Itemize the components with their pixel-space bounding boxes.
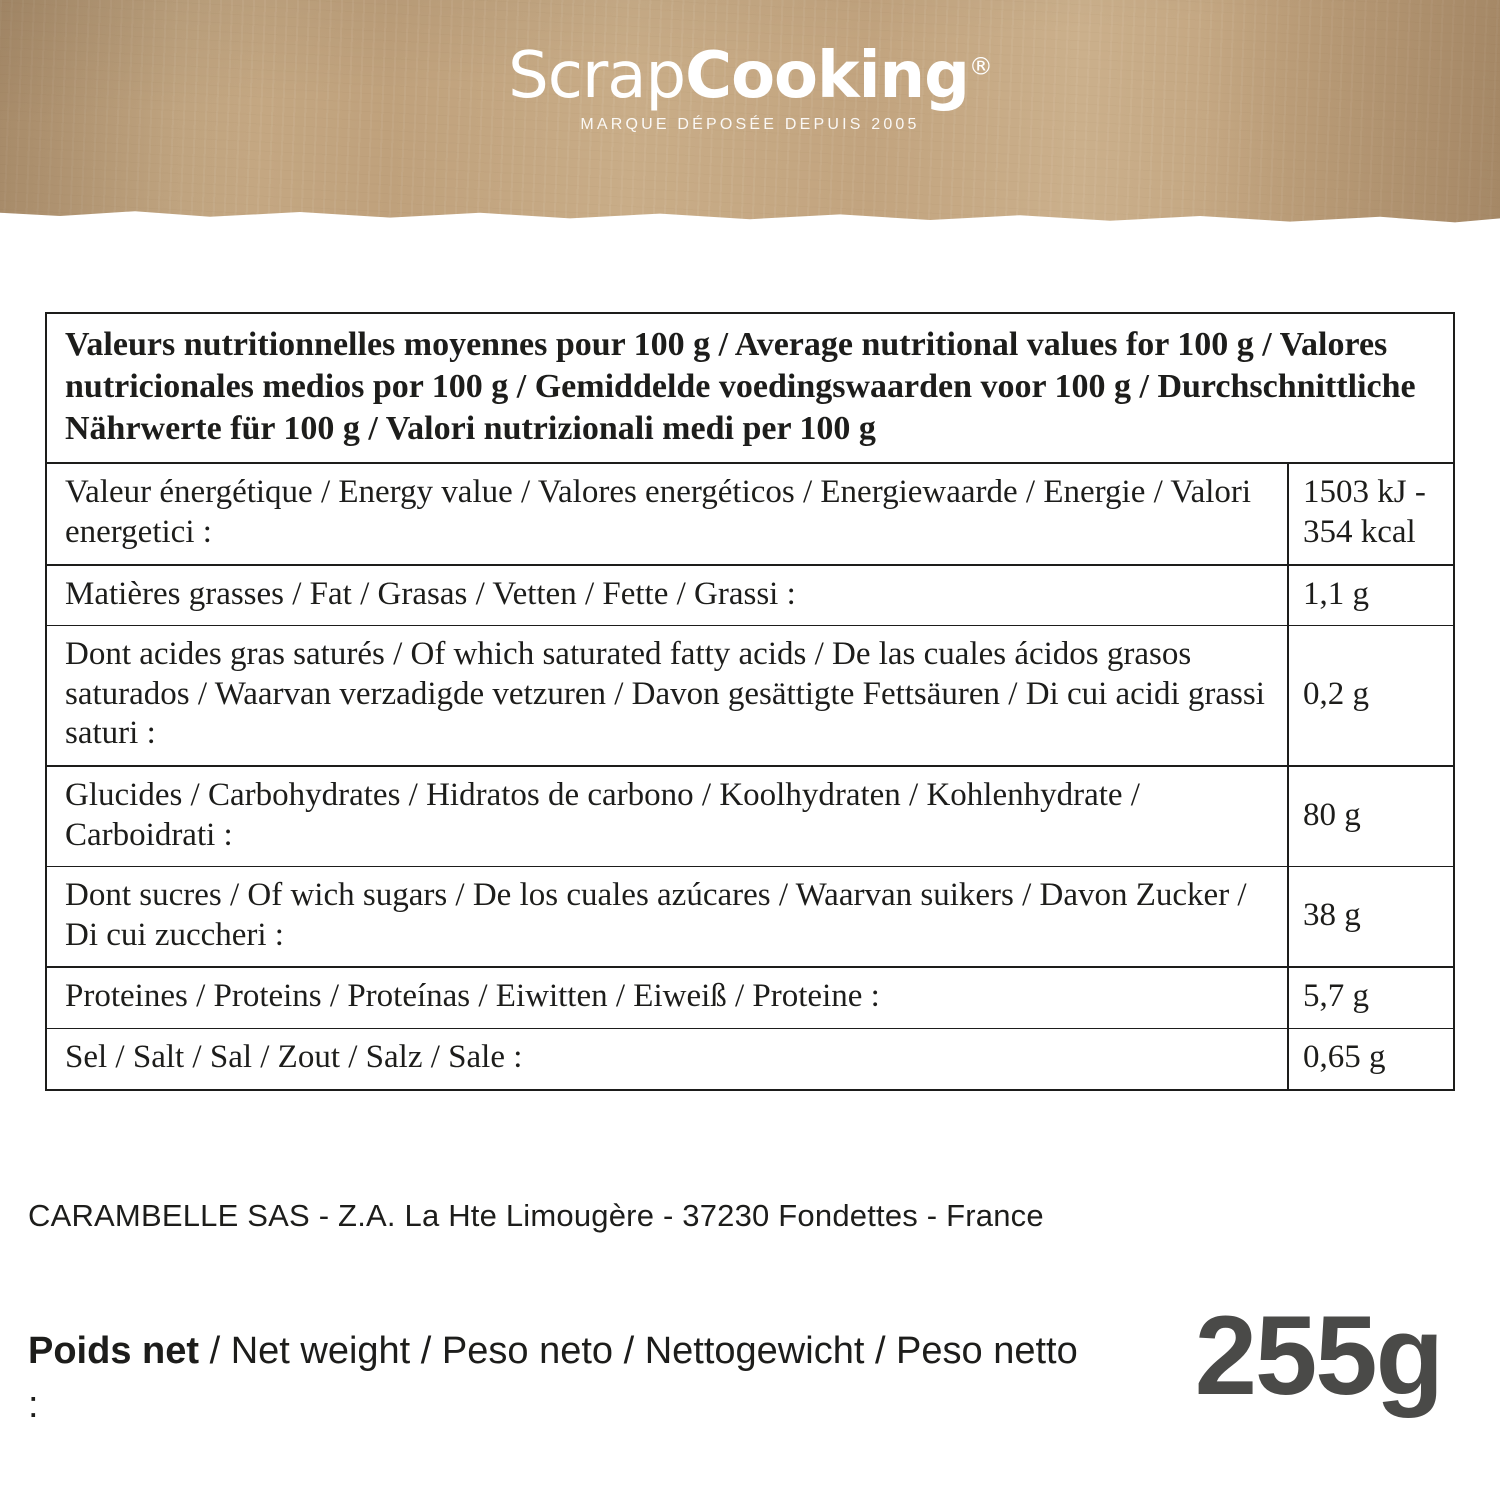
net-weight-label-rest: / Net weight / Peso neto / Nettogewicht / Peso netto : <box>28 1330 1078 1426</box>
nutrient-label: Dont sucres / Of wich sugars / De los cuales azúcares / Waarvan suikers / Davon Zucker / Di cui zuccheri : <box>65 877 1247 953</box>
nutrient-value: 1503 kJ - 354 kcal <box>1287 464 1453 563</box>
nutrient-value: 0,2 g <box>1287 626 1453 765</box>
nutrient-label: Sel / Salt / Sal / Zout / Salz / Sale : <box>65 1039 523 1075</box>
kraft-paper-banner <box>0 0 1500 228</box>
table-row <box>47 767 1453 866</box>
table-row <box>47 966 1453 1028</box>
nutrition-table <box>45 312 1455 1091</box>
table-row <box>47 765 1453 966</box>
company-address: CARAMBELLE SAS - Z.A. La Hte Limougère - 37230 Fondettes - France <box>28 1198 1044 1233</box>
table-row <box>47 566 1453 626</box>
nutrient-label: Matières grasses / Fat / Grasas / Vetten / Fette / Grassi : <box>65 575 796 612</box>
brand-name-part1: Scrap <box>508 39 686 113</box>
nutrient-label: Proteines / Proteins / Proteínas / Eiwitten / Eiweiß / Proteine : <box>65 978 880 1015</box>
nutrient-label: Dont acides gras saturés / Of which saturated fatty acids / De las cuales ácidos grasos saturados / Waarvan verzadigde vetzuren / Davon gesättigte Fettsäuren / Di cui acidi grassi saturi : <box>65 636 1265 752</box>
net-weight-value: 255g <box>1194 1293 1442 1418</box>
nutrient-value: 38 g <box>1287 867 1453 966</box>
table-row <box>47 625 1453 765</box>
brand-name-part2: Cooking <box>685 39 969 113</box>
nutrition-table-header: Valeurs nutritionnelles moyennes pour 100 g / Average nutritional values for 100 g / Valores nutricionales medios por 100 g / Gemiddelde voedingswaarden voor 100 g / Durchschnittliche Nährwerte für 100 g / Valori nutrizionali medi per 100 g <box>65 326 1416 448</box>
brand-tagline: MARQUE DÉPOSÉE DEPUIS 2005 <box>580 116 920 133</box>
table-row <box>47 1028 1453 1089</box>
table-row <box>47 866 1453 966</box>
nutrient-label: Glucides / Carbohydrates / Hidratos de carbono / Koolhydraten / Kohlenhydrate / Carboidrati : <box>65 777 1140 853</box>
nutrient-value: 0,65 g <box>1287 1029 1453 1089</box>
nutrient-value: 1,1 g <box>1287 566 1453 626</box>
table-row <box>47 564 1453 765</box>
fat-group <box>47 566 1453 765</box>
net-weight-label-bold: Poids net <box>28 1330 200 1372</box>
registered-trademark-icon: ® <box>968 52 992 81</box>
nutrient-label: Valeur énergétique / Energy value / Valores energéticos / Energiewaarde / Energie / Valori energetici : <box>65 474 1252 551</box>
nutrient-value: 80 g <box>1287 767 1453 866</box>
carbohydrate-group <box>47 767 1453 966</box>
net-weight-label <box>28 1325 1088 1433</box>
brand-logo <box>0 39 1500 134</box>
table-row <box>47 462 1453 563</box>
brand-logo-text <box>0 39 1500 113</box>
nutrient-value: 5,7 g <box>1287 968 1453 1028</box>
